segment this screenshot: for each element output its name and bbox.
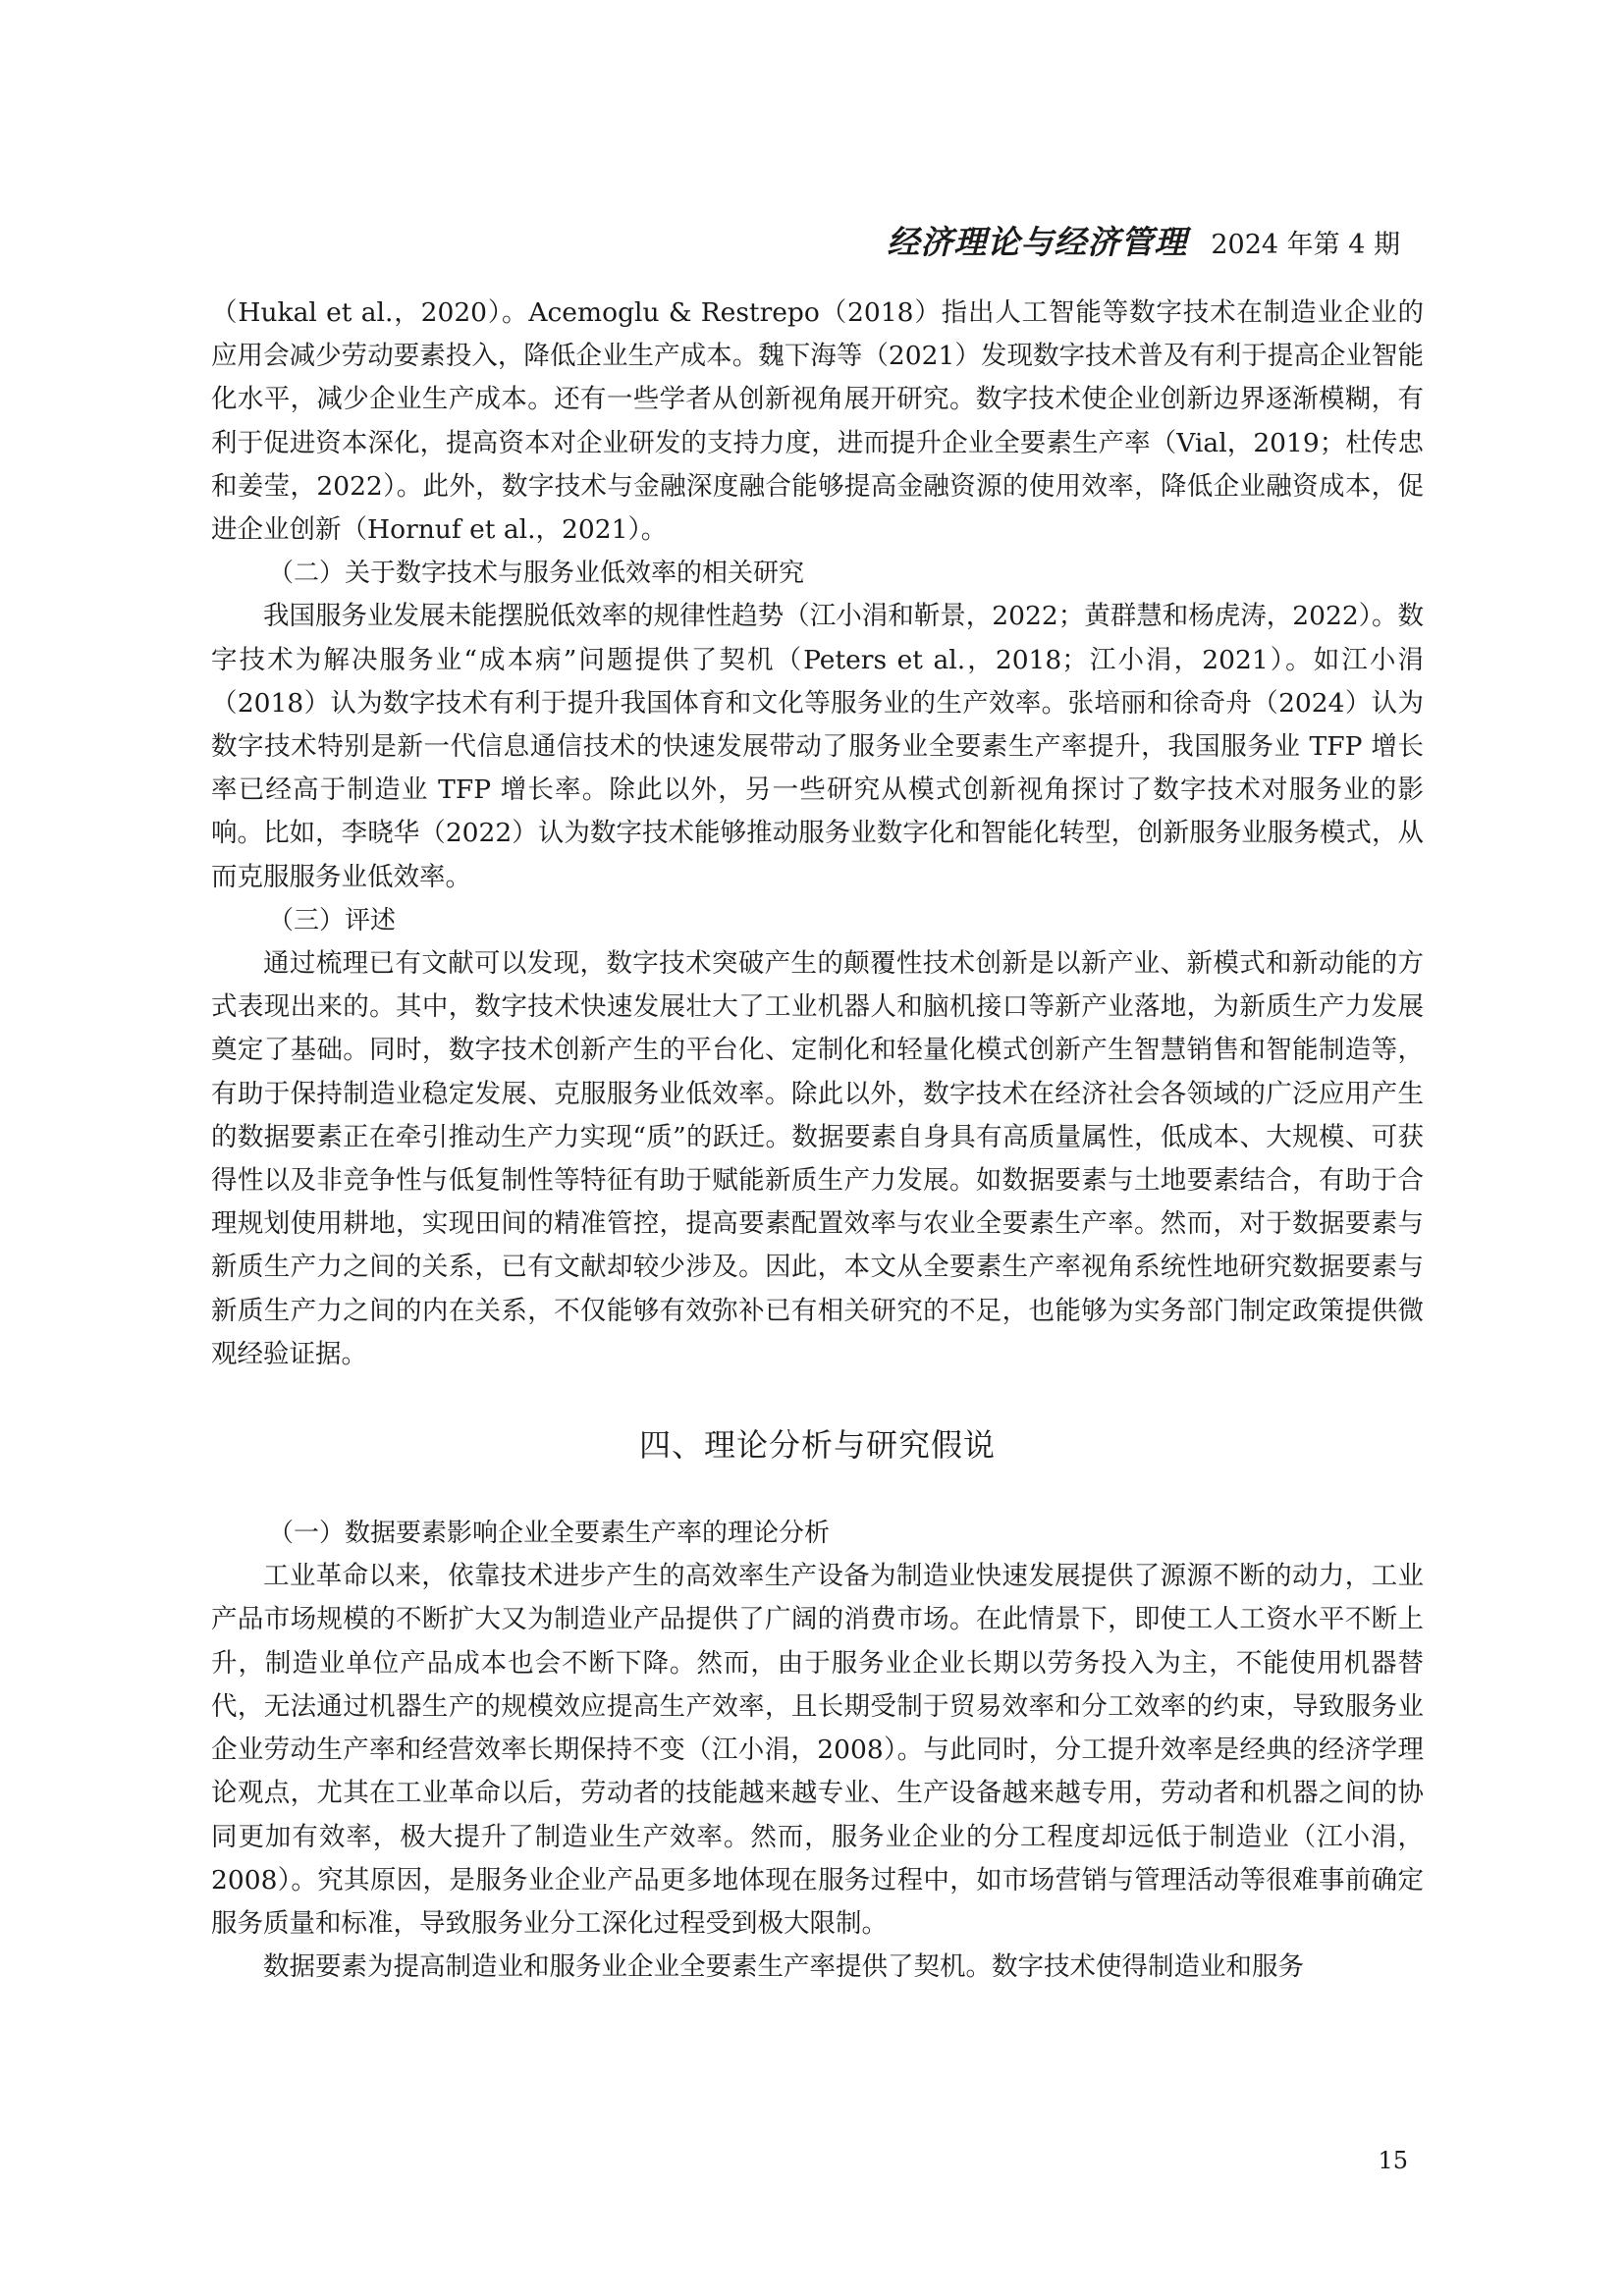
article-body (211, 292, 1424, 1989)
journal-name: 经济理论与经济管理 (887, 223, 1188, 261)
subsection-4-1-paragraph-1: 工业革命以来，依靠技术进步产生的高效率生产设备为制造业快速发展提供了源源不断的动力，工业产品市场规模的不断扩大又为制造业产品提供了广阔的消费市场。在此情景下，即使工人工资水平不断上升，制造业单位产品成本也会不断下降。然而，由于服务业企业长期以劳务投入为主，不能使用机器替代，无法通过机器生产的规模效应提高生产效率，且长期受制于贸易效率和分工效率的约束，导致服务业企业劳动生产率和经营效率长期保持不变（江小涓，2008）。与此同时，分工提升效率是经典的经济学理论观点，尤其在工业革命以后，劳动者的技能越来越专业、生产设备越来越专用，劳动者和机器之间的协同更加有效率，极大提升了制造业生产效率。然而，服务业企业的分工程度却远低于制造业（江小涓，2008）。究其原因，是服务业企业产品更多地体现在服务过程中，如市场营销与管理活动等很难事前确定服务质量和标准，导致服务业分工深化过程受到极大限制。 (211, 1561, 1424, 1939)
subsection-4-1-title: （一）数据要素影响企业全要素生产率的理论分析 (268, 1519, 831, 1549)
subsection-4-1-paragraph-2: 数据要素为提高制造业和服务业企业全要素生产率提供了契机。数字技术使得制造业和服务 (263, 1951, 1304, 1983)
subsection-2-paragraph: 我国服务业发展未能摆脱低效率的规律性趋势（江小涓和靳景，2022；黄群慧和杨虎涛，2022）。数字技术为解决服务业“成本病”问题提供了契机（Peters et al.，2018；江小涓，2021）。如江小涓（2018）认为数字技术有利于提升我国体育和文化等服务业的生产效率。张培丽和徐奇舟（2024）认为数字技术特别是新一代信息通信技术的快速发展带动了服务业全要素生产率提升，我国服务业 TFP 增长率已经高于制造业 TFP 增长率。除此以外，另一些研究从模式创新视角探讨了数字技术对服务业的影响。比如，李晓华（2022）认为数字技术能够推动服务业数字化和智能化转型，创新服务业服务模式，从而克服服务业低效率。 (211, 601, 1424, 892)
issue-info: 2024 年第 4 期 (1211, 230, 1400, 260)
subsection-3-title: （三）评述 (268, 905, 397, 935)
page-number: 15 (1378, 2147, 1408, 2174)
subsection-3-paragraph: 通过梳理已有文献可以发现，数字技术突破产生的颠覆性技术创新是以新产业、新模式和新动能的方式表现出来的。其中，数字技术快速发展壮大了工业机器人和脑机接口等新产业落地，为新质生产力发展奠定了基础。同时，数字技术创新产生的平台化、定制化和轻量化模式创新产生智慧销售和智能制造等，有助于保持制造业稳定发展、克服服务业低效率。除此以外，数字技术在经济社会各领域的广泛应用产生的数据要素正在牵引推动生产力实现“质”的跃迁。数据要素自身具有高质量属性，低成本、大规模、可获得性以及非竞争性与低复制性等特征有助于赋能新质生产力发展。如数据要素与土地要素结合，有助于合理规划使用耕地，实现田间的精准管控，提高要素配置效率与农业全要素生产率。然而，对于数据要素与新质生产力之间的关系，已有文献却较少涉及。因此，本文从全要素生产率视角系统性地研究数据要素与新质生产力之间的内在关系，不仅能够有效弥补已有相关研究的不足，也能够为实务部门制定政策提供微观经验证据。 (211, 948, 1424, 1369)
continuation-paragraph: （Hukal et al.，2020）。Acemoglu & Restrepo（2018）指出人工智能等数字技术在制造业企业的应用会减少劳动要素投入，降低企业生产成本。魏下海等（2021）发现数字技术普及有利于提高企业智能化水平，减少企业生产成本。还有一些学者从创新视角展开研究。数字技术使企业创新边界逐渐模糊，有利于促进资本深化，提高资本对企业研发的支持力度，进而提升企业全要素生产率（Vial，2019；杜传忠和姜莹，2022）。此外，数字技术与金融深度融合能够提高金融资源的使用效率，降低企业融资成本，促进企业创新（Hornuf et al.，2021）。 (211, 297, 1424, 546)
section-4-title: 四、理论分析与研究假说 (638, 1426, 996, 1465)
running-header (887, 217, 1400, 263)
subsection-2-title: （二）关于数字技术与服务业低效率的相关研究 (268, 559, 805, 589)
